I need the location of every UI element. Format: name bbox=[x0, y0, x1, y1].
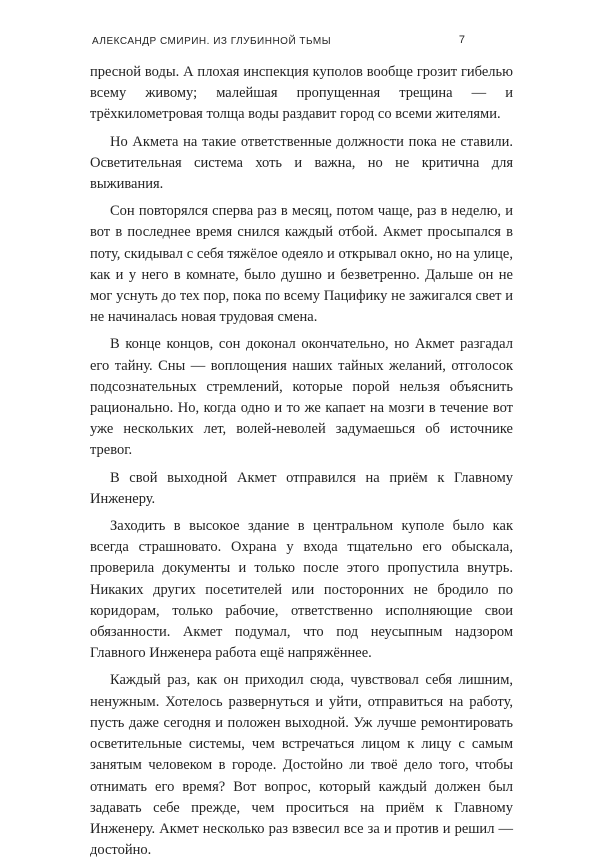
body-text bbox=[90, 62, 513, 867]
page-number: 7 bbox=[458, 34, 465, 46]
paragraph: Сон повторялся сперва раз в месяц, потом чаще, раз в неделю, и вот в последнее время снился каждый отбой. Акмет просыпался в поту, скидывал с себя тяжёлое одеяло и открывал окно, но на улице, как и у него в комнате, было душно и безветренно. Дальше он не мог уснуть до тех пор, пока по всему Пацифику не зажигался свет и не начиналась новая трудовая смена. bbox=[90, 203, 513, 326]
paragraph: пресной воды. А плохая инспекция куполов вообще грозит гибелью всему живому; малейшая пропущенная трещина — и трёхкилометровая толща воды раздавит город со всеми жителями. bbox=[90, 64, 513, 123]
paragraph: Но Акмета на такие ответственные должности пока не ставили. Осветительная система хоть и важна, но не критична для выживания. bbox=[90, 133, 513, 193]
paragraph: Заходить в высокое здание в центральном куполе было как всегда страшновато. Охрана у входа тщательно его обыскала, проверила документы и только после этого пропустила внутрь. Никаких других посетителей или посторонних не бродило по коридорам, только рабочие, ответственно исполняющие свои обязанности. Акмет подумал, что под неусыпным надзором Главного Инженера работа ещё напряжённее. bbox=[90, 518, 513, 662]
running-head: АЛЕКСАНДР СМИРИН. ИЗ ГЛУБИННОЙ ТЬМЫ bbox=[92, 36, 332, 47]
paragraph: В конце концов, сон доконал окончательно, но Акмет разгадал его тайну. Сны — воплощения наших тайных желаний, отголосок подсознательных стремлений, которые порой нельзя объяснить рационально. Но, когда одно и то же капает на мозги в течение вот уже нескольких лет, волей-неволей задумаешься об источнике тревог. bbox=[90, 336, 513, 459]
paragraph: В свой выходной Акмет отправился на приём к Главному Инженеру. bbox=[90, 469, 513, 507]
paragraph: Каждый раз, как он приходил сюда, чувствовал себя лишним, ненужным. Хотелось развернуться и уйти, отправиться на работу, пусть даже сегодня и положен выходной. Уж лучше ремонтировать осветительные системы, чем встречаться лицом к лицу с самым занятым человеком в городе. Достойно ли твоё дело того, чтобы отнимать его время? Вот вопрос, который каждый должен был задавать себе прежде, чем проситься на приём к Главному Инженеру. Акмет несколько раз взвесил все за и против и решил — достойно. bbox=[90, 672, 513, 859]
